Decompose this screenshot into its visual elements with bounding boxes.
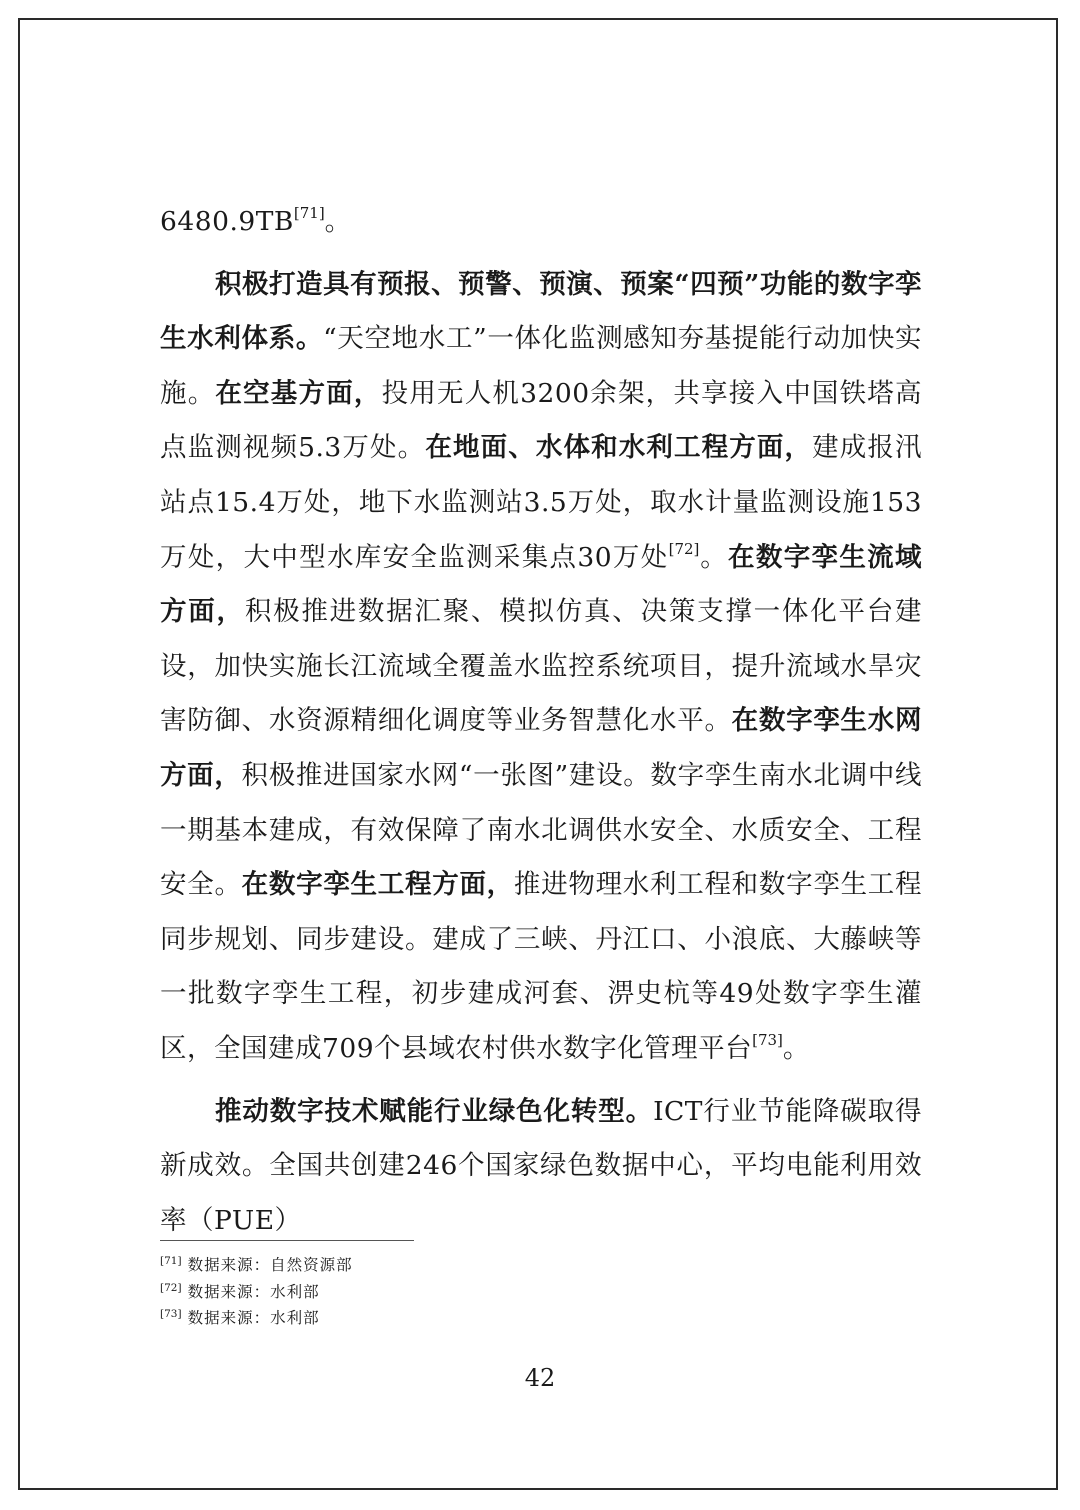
bold-lead: 在数字孪生工程方面， xyxy=(241,869,514,901)
footnote-marker: [71] xyxy=(160,1255,182,1267)
text-run: 。 xyxy=(699,541,729,573)
paragraph-continuation xyxy=(160,195,922,250)
bold-lead: 在数字孪生水网方面， xyxy=(160,705,923,791)
footnote-divider xyxy=(160,1240,414,1241)
paragraph-digital-twin-water xyxy=(160,258,922,1077)
footnote-item xyxy=(160,1279,760,1306)
page-number: 42 xyxy=(524,1364,556,1392)
text-run: ICT行业节能降碳取得新成效。全国共创建246个国家绿色数据中心，平均电能利用效率（PUE） xyxy=(160,1095,923,1236)
text-run: 积极推进国家水网“一张图”建设。数字孪生南水北调中线一期基本建成，有效保障了南水北调供水安全、水质安全、工程安全。 xyxy=(160,759,922,901)
bold-heading: 推动数字技术赋能行业绿色化转型。 xyxy=(215,1095,654,1127)
bold-heading: 积极打造具有预报、预警、预演、预案“四预”功能的数字孪生水利体系。 xyxy=(160,268,922,355)
footnote-item xyxy=(160,1252,760,1279)
footnote-text: 数据来源：水利部 xyxy=(187,1309,320,1327)
footnote-ref: [71] xyxy=(293,204,325,222)
text-run: 。 xyxy=(324,206,352,237)
footnote-marker: [72] xyxy=(160,1281,182,1294)
footnote-ref: [72] xyxy=(668,539,700,558)
text-run: 积极推进数据汇聚、模拟仿真、决策支撑一体化平台建设，加快实施长江流域全覆盖水监控系统项目，提升流域水旱灾害防御、水资源精细化调度等业务智慧化水平。 xyxy=(160,596,923,737)
footnote-item xyxy=(160,1305,760,1332)
bold-lead: 在空基方面， xyxy=(215,377,382,409)
text-run: 投用无人机3200余架，共享接入中国铁塔高点监测视频5.3万处。 xyxy=(160,377,922,464)
text-run: 建成报汛站点15.4万处，地下水监测站3.5万处，取水计量监测设施153万处，大中型水库安全监测采集点30万处 xyxy=(160,432,923,573)
paragraph-green-transition xyxy=(160,1085,922,1249)
text-run: “天空地水工”一体化监测感知夯基提能行动加快实施。 xyxy=(160,323,923,409)
text-run: 。 xyxy=(782,1032,810,1064)
bold-lead: 在数字孪生流域方面， xyxy=(160,541,923,628)
footnotes xyxy=(160,1252,760,1332)
bold-lead: 在地面、水体和水利工程方面， xyxy=(425,432,813,464)
text-run: 6480.9TB xyxy=(160,206,294,237)
footnote-ref: [73] xyxy=(752,1030,783,1049)
footnote-marker: [73] xyxy=(160,1308,182,1320)
footnote-text: 数据来源：水利部 xyxy=(187,1282,320,1301)
body-text xyxy=(160,195,922,1248)
text-run: 推进物理水利工程和数字孪生工程同步规划、同步建设。建成了三峡、丹江口、小浪底、大藤峡等一批数字孪生工程，初步建成河套、淠史杭等49处数字孪生灌区，全国建成709个县域农村供水数字化管理平台 xyxy=(160,869,923,1064)
footnote-text: 数据来源：自然资源部 xyxy=(187,1256,353,1274)
